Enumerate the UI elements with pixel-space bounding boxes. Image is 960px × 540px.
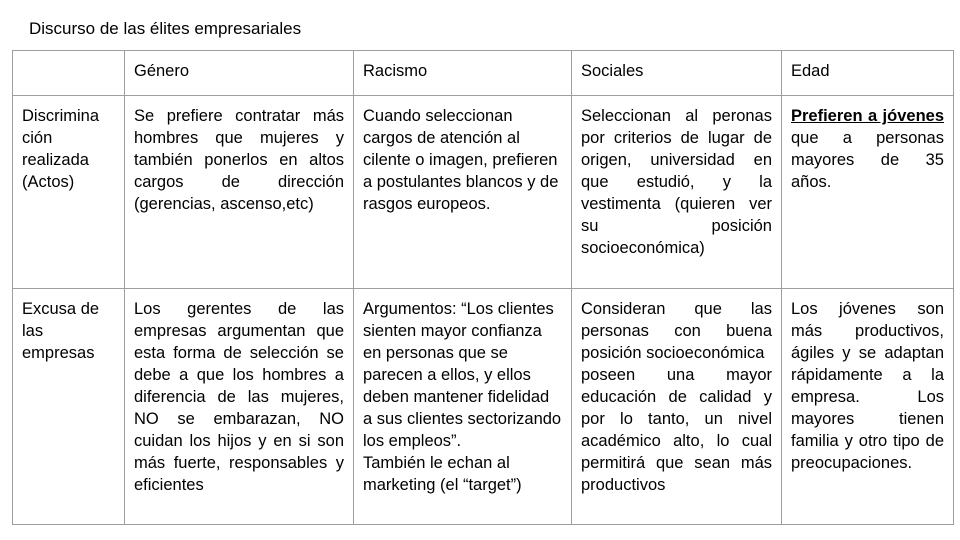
header-edad: Edad xyxy=(782,51,954,96)
table-row xyxy=(13,96,954,289)
cell-edad-actos xyxy=(782,96,954,289)
sociales-excusa-paragraph-2: poseen una mayor educación de calidad y por lo tanto, un nivel académico alto, lo cual permitirá que sean más productivos xyxy=(581,366,772,494)
cell-racismo-excusa xyxy=(354,289,572,525)
row-label-actos: Discrimina ción realizada (Actos) xyxy=(13,96,125,289)
cell-sociales-actos: Seleccionan al peronas por criterios de lugar de origen, universidad en que estudió, y la vestimenta (quieren ver su posición socioeconómica) xyxy=(572,96,782,289)
racismo-excusa-paragraph-1: Argumentos: “Los clientes sienten mayor confianza en personas que se parecen a ellos, y ellos deben mantener fidelidad a sus clientes sectorizando los empleos”. xyxy=(363,300,562,450)
discrimination-table xyxy=(12,50,954,525)
cell-genero-actos: Se prefiere contratar más hombres que mujeres y también ponerlos en altos cargos de dirección (gerencias, ascenso,etc) xyxy=(125,96,354,289)
header-racismo: Racismo xyxy=(354,51,572,96)
header-genero: Género xyxy=(125,51,354,96)
header-sociales: Sociales xyxy=(572,51,782,96)
edad-rest-text: que a personas mayores de 35 años. xyxy=(791,129,944,191)
header-corner-cell xyxy=(13,51,125,96)
sociales-excusa-paragraph-1: Consideran que las personas con buena posición socioeconómica xyxy=(581,300,772,362)
table-row xyxy=(13,289,954,525)
page-title: Discurso de las élites empresariales xyxy=(29,19,302,38)
cell-genero-excusa: Los gerentes de las empresas argumentan que esta forma de selección se debe a que los hombres a diferencia de las mujeres, NO se embarazan, NO cuidan los hijos y en si son más fuerte, responsables y eficientes xyxy=(125,289,354,525)
racismo-excusa-paragraph-2: También le echan al marketing (el “target”) xyxy=(363,454,522,494)
cell-edad-excusa: Los jóvenes son más productivos, ágiles y se adaptan rápidamente a la empresa. Los mayores tienen familia y otro tipo de preocupaciones. xyxy=(782,289,954,525)
table-header-row xyxy=(13,51,954,96)
row-label-excusa: Excusa de las empresas xyxy=(13,289,125,525)
cell-sociales-excusa xyxy=(572,289,782,525)
edad-emphasis-text: Prefieren a jóvenes xyxy=(791,107,944,125)
cell-racismo-actos: Cuando seleccionan cargos de atención al cilente o imagen, prefieren a postulantes blancos y de rasgos europeos. xyxy=(354,96,572,289)
